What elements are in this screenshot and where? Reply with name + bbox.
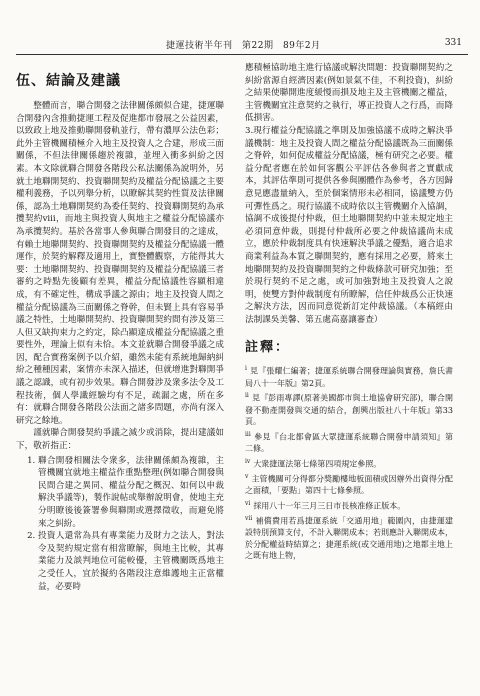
footnote xyxy=(245,390,453,427)
section-title: 伍、結論及建議 xyxy=(16,73,121,89)
footnote-text: 大衆捷運法第七條第四項規定參照。 xyxy=(253,459,382,469)
footnote-text: 主管機關可分得都分獎勵樓地板面積或因辦外出資得分配之面積，「要點」第四十七條參照。 xyxy=(245,474,453,496)
footnote-text: 採用八十一年三月三日市長核准修正版本。 xyxy=(253,501,406,511)
footnote xyxy=(245,471,453,497)
footnote xyxy=(245,429,453,455)
footnote-text: 補償費用若爲捷運系統「交通用地」範圍內，由捷運建設特別預算支付，不計入聯開成本；若則應計入聯開成本，於分配權益時結算之；捷運系統(或交通用地)之地都主地上之既有地上物， xyxy=(245,516,453,561)
running-header xyxy=(16,38,468,55)
footnote xyxy=(245,513,453,562)
footnote xyxy=(245,498,453,512)
footnote-mark: i xyxy=(245,365,247,373)
footnote-mark: ii xyxy=(245,392,249,400)
footnote-mark: iii xyxy=(245,430,251,438)
footnote-mark: iv xyxy=(245,457,251,465)
footnote-mark: vii xyxy=(245,514,253,522)
footnote-list xyxy=(245,363,453,562)
footnote xyxy=(245,363,453,389)
suggestion-item: 1. 聯合開發相關法令衆多，法律關係頗為複雜，主管機關宜就地主權益作重點整理(例如聯合開發與民間合建之異同、權益分配之概況、如何以申裁解決爭議等)，製作說帖或舉辦說明會，使地主充分明瞭後後簽署參與聯開或選擇徵收，而避免將來之糾紛。 xyxy=(38,455,224,531)
suggestion-item-3: 3.現行權益分配協議之準則及加強協議不成時之解決爭議機制：地主及投資人間之權益分配協議既為三面關係之脊幹，如何促成權益分配協議，極有研究之必要。權益分配者應在於如何客觀公平評估各參與者之實獻成本，其評估準則可提供各參與團體作為參考，各方因歸意見應盡量納入，至於個案情形未必相同，協議雙方仍可彈性爲之。現行協議不成時依以主管機關介入協調，協調不成後提付仲裁，但土地聯開契約中並未規定地主必須同意仲裁，則提付仲裁所必要之仲裁協議尚未成立，應於仲裁制度具有快速解決爭議之優點，適合追求商業利益為本質之聯開契約，應有採用之必要，將來土地聯開契約及投資聯開契約之仲裁條款可研究加強；至於現行契約不足之處，或可加強對地主及投資人之說明，使雙方對仲裁制度有所瞭解，信任仲裁爲公正快速之解決方法，因而同意從新訂定仲裁協議。（本稿經由法制課吳美馨、第五處高嘉讓審查） xyxy=(245,125,453,325)
suggestion-continued: 應積極協助地主進行協議或解決問題：投資聯開契約之糾紛當源自經濟因素(例如景氣不佳，不利投資)，糾紛之結果使聯開進度緩慢而損及地主及主管機關之權益，主管機關宜注意契約之執行，導正投資人之行爲，而降低損害。 xyxy=(245,63,453,124)
conclusion-paragraph: 整體而言，聯合開發之法律關係頗似合建，捷運聯合開發內含推動捷運工程及促進都市發展之公益因素，以致政上地及推動聯開發軌並行，帶有濃厚公法色彩；此外主管機關積極介入地主及投資人之合建，形成三面關係，不但法律關係趨於複雜，並埋入衝多糾紛之因素。本文除就聯合開發各階段公私法關係為說明外，另就土地聯開契約、投資聯開契約及權益分配協議之主要權利義務，予以列舉分析，以瞭解其契約性質及法律關係，認為土地聯開契約為委任契約、投資聯開契約為承攬契約viii，而地主與投資人與地主之權益分配協議亦為承攬契約。基於各當事人參與聯合開發目的之達成，有賴土地聯開契約、投資聯開契約及權益分配協議一體運作，於契約解釋及適用上，實整體觀察，方能得其大要：土地聯開契約、投資聯開契約及權益分配協議三者審約之時點先後顧有差異，權益分配協議性容顯相違成，有不確定性，構成爭議之源由；地主及投資人間之權益分配協議為三面關係之脊幹，但未賢上具有容易爭議之特性，土地聯開契約、投資聯開契約間有涉及第三人但又缺拘束力之約定，除凸顯達成權益分配協議之重要性外，理論上似有未恰。本文並就聯合開發爭議之成因，配合實務案例予以介紹，雖然未能有系統地歸納糾紛之種種因素，案情亦未深入描述，但就增進對聯開爭議之認識，或有初步效果。聯合開發涉及衆多法令及工程技術，個人學識經驗均有不足，疏漏之處，所在多有：就聯合開發各階段公法面之諸多問題，亦尚有深入研究之餘地。 xyxy=(16,101,224,426)
suggestion-list xyxy=(16,455,224,594)
journal-title: 捷運技術半年刊 第22期 89年2月 xyxy=(166,41,321,51)
footnote-mark: v xyxy=(245,472,249,480)
notes-title: 註釋： xyxy=(245,340,291,356)
footnote-mark: vi xyxy=(245,499,251,507)
footnote-text: 見『彭雨專譯(原著美國都市與土地協會研究部)，聯合開發不動產開發與交通的結合，創興出版社八十年版』第33頁。 xyxy=(245,393,453,427)
suggestion-item: 2. 投資人還常為具有專業能力及財力之法人，對法令及契約規定當有相當瞭解，與地主比較，其專業能力及談判地位可能較優，主管機關既爲地主之受任人，宜於擬約各階段注意維護地主正當權益，必要時 xyxy=(38,530,224,593)
page-number: 331 xyxy=(444,38,462,48)
footnote-text: 見『張耀仁編著；捷運系統聯合開發理論與實務，詹氏書局八十一年版』第2頁。 xyxy=(245,367,453,388)
left-column xyxy=(16,62,224,593)
suggestion-intro: 謹就聯合開發契約爭議之減少或消除，提出建議如下，敬祈指正： xyxy=(16,428,224,452)
footnote-text: 參見『台北都會區大眾捷運系統聯合開發申請須知』第二條。 xyxy=(245,432,453,453)
footnote xyxy=(245,456,453,470)
right-column xyxy=(245,62,453,563)
